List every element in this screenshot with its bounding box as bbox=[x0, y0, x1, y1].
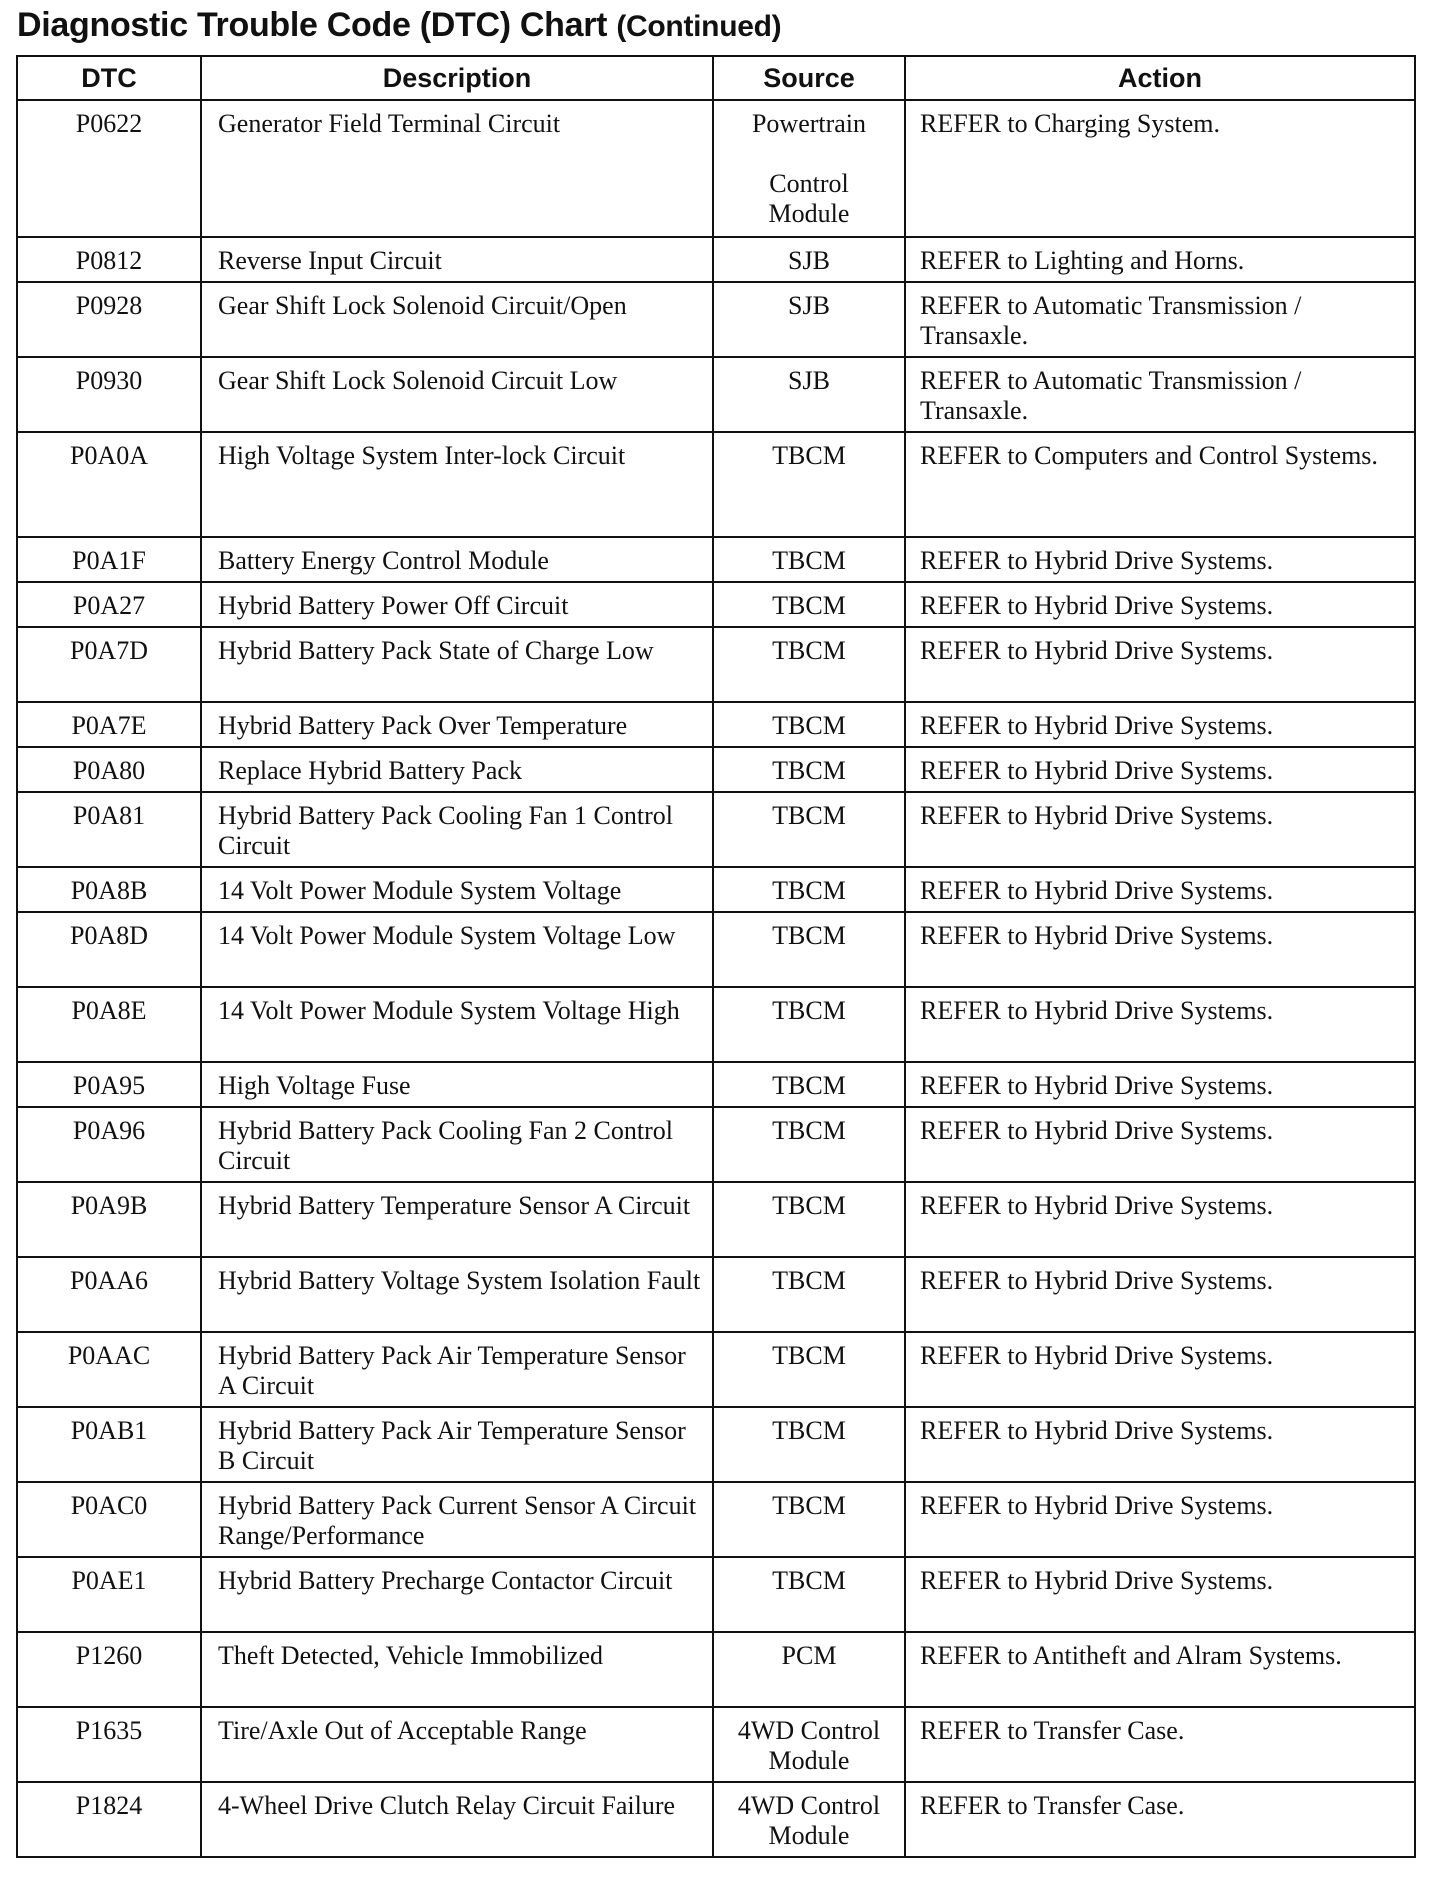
dtc-code: P1824 bbox=[17, 1782, 201, 1857]
table-row bbox=[17, 1707, 1415, 1782]
dtc-description: Hybrid Battery Power Off Circuit bbox=[201, 582, 713, 627]
dtc-description: High Voltage System Inter-lock Circuit bbox=[201, 432, 713, 537]
dtc-code: P0A0A bbox=[17, 432, 201, 537]
table-row bbox=[17, 702, 1415, 747]
dtc-code: P0A80 bbox=[17, 747, 201, 792]
dtc-source: TBCM bbox=[713, 792, 905, 867]
dtc-action: REFER to Hybrid Drive Systems. bbox=[905, 537, 1415, 582]
dtc-code: P0622 bbox=[17, 100, 201, 237]
table-row bbox=[17, 1182, 1415, 1257]
table-row bbox=[17, 1782, 1415, 1857]
dtc-description: Hybrid Battery Pack Air Temperature Sensor A Circuit bbox=[201, 1332, 713, 1407]
dtc-description: Hybrid Battery Pack State of Charge Low bbox=[201, 627, 713, 702]
dtc-code: P0AAC bbox=[17, 1332, 201, 1407]
table-row bbox=[17, 1482, 1415, 1557]
dtc-action: REFER to Hybrid Drive Systems. bbox=[905, 1107, 1415, 1182]
dtc-action: REFER to Antitheft and Alram Systems. bbox=[905, 1632, 1415, 1707]
dtc-description: Hybrid Battery Pack Cooling Fan 2 Control Circuit bbox=[201, 1107, 713, 1182]
table-row bbox=[17, 1257, 1415, 1332]
dtc-description: Gear Shift Lock Solenoid Circuit Low bbox=[201, 357, 713, 432]
dtc-description: Hybrid Battery Pack Current Sensor A Circuit Range/Performance bbox=[201, 1482, 713, 1557]
column-header-action: Action bbox=[905, 56, 1415, 100]
dtc-description: Tire/Axle Out of Acceptable Range bbox=[201, 1707, 713, 1782]
dtc-description: Replace Hybrid Battery Pack bbox=[201, 747, 713, 792]
table-row bbox=[17, 747, 1415, 792]
dtc-source: TBCM bbox=[713, 1332, 905, 1407]
dtc-action: REFER to Hybrid Drive Systems. bbox=[905, 867, 1415, 912]
dtc-description: Generator Field Terminal Circuit bbox=[201, 100, 713, 237]
dtc-description: 14 Volt Power Module System Voltage bbox=[201, 867, 713, 912]
dtc-action: REFER to Computers and Control Systems. bbox=[905, 432, 1415, 537]
dtc-code: P0AE1 bbox=[17, 1557, 201, 1632]
dtc-description: Theft Detected, Vehicle Immobilized bbox=[201, 1632, 713, 1707]
table-row bbox=[17, 100, 1415, 237]
dtc-source: TBCM bbox=[713, 432, 905, 537]
dtc-action: REFER to Hybrid Drive Systems. bbox=[905, 627, 1415, 702]
dtc-action: REFER to Hybrid Drive Systems. bbox=[905, 1557, 1415, 1632]
dtc-source: SJB bbox=[713, 357, 905, 432]
table-row bbox=[17, 792, 1415, 867]
dtc-code: P0AC0 bbox=[17, 1482, 201, 1557]
dtc-description: Hybrid Battery Voltage System Isolation Fault bbox=[201, 1257, 713, 1332]
dtc-source: TBCM bbox=[713, 1182, 905, 1257]
dtc-description: 14 Volt Power Module System Voltage Low bbox=[201, 912, 713, 987]
dtc-code: P1635 bbox=[17, 1707, 201, 1782]
dtc-code: P0A96 bbox=[17, 1107, 201, 1182]
dtc-code: P0AA6 bbox=[17, 1257, 201, 1332]
dtc-action: REFER to Automatic Transmission / Transaxle. bbox=[905, 357, 1415, 432]
dtc-code: P0A95 bbox=[17, 1062, 201, 1107]
dtc-code: P0A7D bbox=[17, 627, 201, 702]
dtc-code: P0812 bbox=[17, 237, 201, 282]
dtc-source: TBCM bbox=[713, 582, 905, 627]
table-row bbox=[17, 1107, 1415, 1182]
dtc-action: REFER to Transfer Case. bbox=[905, 1707, 1415, 1782]
dtc-source: Powertrain Control Module bbox=[713, 100, 905, 237]
dtc-action: REFER to Hybrid Drive Systems. bbox=[905, 582, 1415, 627]
dtc-description: High Voltage Fuse bbox=[201, 1062, 713, 1107]
dtc-action: REFER to Hybrid Drive Systems. bbox=[905, 702, 1415, 747]
page-title bbox=[17, 6, 781, 45]
dtc-code: P0A8D bbox=[17, 912, 201, 987]
table-row bbox=[17, 1632, 1415, 1707]
dtc-source: TBCM bbox=[713, 1407, 905, 1482]
dtc-action: REFER to Hybrid Drive Systems. bbox=[905, 987, 1415, 1062]
table-row bbox=[17, 867, 1415, 912]
dtc-action: REFER to Hybrid Drive Systems. bbox=[905, 1407, 1415, 1482]
dtc-action: REFER to Hybrid Drive Systems. bbox=[905, 792, 1415, 867]
table-row bbox=[17, 1557, 1415, 1632]
dtc-source: SJB bbox=[713, 237, 905, 282]
dtc-code: P0A9B bbox=[17, 1182, 201, 1257]
dtc-description: Hybrid Battery Temperature Sensor A Circuit bbox=[201, 1182, 713, 1257]
table-header-row bbox=[17, 56, 1415, 100]
dtc-code: P0A7E bbox=[17, 702, 201, 747]
dtc-source: 4WD Control Module bbox=[713, 1707, 905, 1782]
dtc-table bbox=[16, 55, 1416, 1858]
dtc-action: REFER to Hybrid Drive Systems. bbox=[905, 912, 1415, 987]
table-row bbox=[17, 1062, 1415, 1107]
dtc-description: 14 Volt Power Module System Voltage High bbox=[201, 987, 713, 1062]
table-row bbox=[17, 627, 1415, 702]
table-row bbox=[17, 282, 1415, 357]
dtc-source: TBCM bbox=[713, 912, 905, 987]
dtc-code: P0A8B bbox=[17, 867, 201, 912]
dtc-action: REFER to Hybrid Drive Systems. bbox=[905, 1062, 1415, 1107]
dtc-code: P0A1F bbox=[17, 537, 201, 582]
table-row bbox=[17, 912, 1415, 987]
dtc-description: Hybrid Battery Pack Cooling Fan 1 Control Circuit bbox=[201, 792, 713, 867]
dtc-code: P0928 bbox=[17, 282, 201, 357]
dtc-source: TBCM bbox=[713, 1482, 905, 1557]
dtc-description: Battery Energy Control Module bbox=[201, 537, 713, 582]
dtc-action: REFER to Charging System. bbox=[905, 100, 1415, 237]
dtc-action: REFER to Hybrid Drive Systems. bbox=[905, 1257, 1415, 1332]
column-header-dtc: DTC bbox=[17, 56, 201, 100]
dtc-source: PCM bbox=[713, 1632, 905, 1707]
column-header-description: Description bbox=[201, 56, 713, 100]
table-row bbox=[17, 987, 1415, 1062]
dtc-code: P0A81 bbox=[17, 792, 201, 867]
table-row bbox=[17, 237, 1415, 282]
title-text: Diagnostic Trouble Code (DTC) Chart bbox=[17, 6, 608, 44]
title-suffix: (Continued) bbox=[616, 10, 782, 43]
dtc-action: REFER to Lighting and Horns. bbox=[905, 237, 1415, 282]
dtc-code: P0AB1 bbox=[17, 1407, 201, 1482]
dtc-action: REFER to Hybrid Drive Systems. bbox=[905, 1332, 1415, 1407]
dtc-source: TBCM bbox=[713, 702, 905, 747]
dtc-action: REFER to Transfer Case. bbox=[905, 1782, 1415, 1857]
column-header-source: Source bbox=[713, 56, 905, 100]
dtc-action: REFER to Automatic Transmission / Transaxle. bbox=[905, 282, 1415, 357]
table-row bbox=[17, 582, 1415, 627]
table-row bbox=[17, 432, 1415, 537]
dtc-source: SJB bbox=[713, 282, 905, 357]
table-row bbox=[17, 1332, 1415, 1407]
dtc-description: Gear Shift Lock Solenoid Circuit/Open bbox=[201, 282, 713, 357]
dtc-code: P1260 bbox=[17, 1632, 201, 1707]
dtc-code: P0930 bbox=[17, 357, 201, 432]
dtc-action: REFER to Hybrid Drive Systems. bbox=[905, 1482, 1415, 1557]
dtc-action: REFER to Hybrid Drive Systems. bbox=[905, 747, 1415, 792]
table-row bbox=[17, 537, 1415, 582]
dtc-source: TBCM bbox=[713, 1107, 905, 1182]
dtc-source: TBCM bbox=[713, 1557, 905, 1632]
dtc-source: TBCM bbox=[713, 867, 905, 912]
dtc-source: 4WD Control Module bbox=[713, 1782, 905, 1857]
dtc-code: P0A27 bbox=[17, 582, 201, 627]
dtc-description: Reverse Input Circuit bbox=[201, 237, 713, 282]
dtc-source: TBCM bbox=[713, 747, 905, 792]
dtc-description: Hybrid Battery Precharge Contactor Circuit bbox=[201, 1557, 713, 1632]
dtc-source: TBCM bbox=[713, 1062, 905, 1107]
dtc-action: REFER to Hybrid Drive Systems. bbox=[905, 1182, 1415, 1257]
dtc-source: TBCM bbox=[713, 537, 905, 582]
dtc-description: 4-Wheel Drive Clutch Relay Circuit Failure bbox=[201, 1782, 713, 1857]
dtc-description: Hybrid Battery Pack Air Temperature Sensor B Circuit bbox=[201, 1407, 713, 1482]
dtc-source: TBCM bbox=[713, 987, 905, 1062]
dtc-source: TBCM bbox=[713, 627, 905, 702]
dtc-description: Hybrid Battery Pack Over Temperature bbox=[201, 702, 713, 747]
dtc-code: P0A8E bbox=[17, 987, 201, 1062]
table-row bbox=[17, 357, 1415, 432]
dtc-source: TBCM bbox=[713, 1257, 905, 1332]
table-row bbox=[17, 1407, 1415, 1482]
